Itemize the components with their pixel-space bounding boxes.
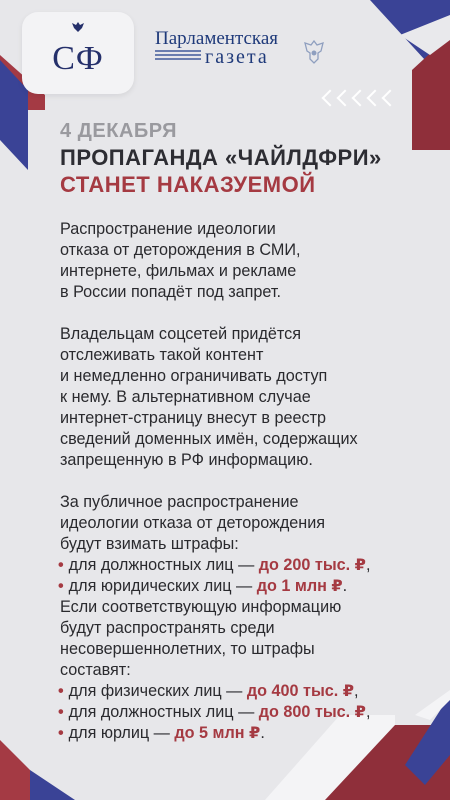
- fine-subject: для юрлиц —: [68, 724, 175, 742]
- date-label: 4 ДЕКАБРЯ: [60, 120, 178, 142]
- text-line: интернет-страницу внесут в реестр: [60, 409, 327, 427]
- fine-punctuation: ,: [365, 703, 371, 721]
- text-line: Распространение идеологии: [60, 220, 276, 238]
- fine-subject: для юридических лиц —: [68, 577, 257, 595]
- fine-punctuation: .: [342, 577, 348, 595]
- fine-punctuation: ,: [365, 556, 371, 574]
- fine-subject: для должностных лиц —: [68, 703, 259, 721]
- bullet-icon: •: [58, 682, 64, 700]
- eagle-icon: [70, 20, 86, 34]
- fine-item: [60, 576, 430, 597]
- text-line: идеологии отказа от деторождения: [60, 514, 326, 532]
- title-line-2: СТАНЕТ НАКАЗУЕМОЙ: [60, 172, 316, 197]
- text-line: в России попадёт под запрет.: [60, 283, 281, 301]
- text-line: Если соответствующую информацию: [60, 598, 342, 616]
- text-line: составят:: [60, 661, 131, 679]
- text-line: Владельцам соцсетей придётся: [60, 325, 301, 343]
- text-line: сведений доменных имён, содержащих: [60, 430, 358, 448]
- text-line: и немедленно ограничивать доступ: [60, 367, 328, 385]
- bullet-icon: •: [58, 577, 64, 595]
- article-header: [60, 118, 382, 198]
- text-line: За публичное распространение: [60, 493, 299, 511]
- text-line: несовершеннолетних, то штрафы: [60, 640, 315, 658]
- text-line: интернете, фильмах и рекламе: [60, 262, 297, 280]
- bullet-icon: •: [58, 556, 64, 574]
- pg-logo-small-print: [155, 50, 201, 62]
- fine-item: [60, 555, 430, 576]
- fine-punctuation: .: [260, 724, 265, 742]
- parlamentskaya-gazeta-logo: [155, 28, 330, 68]
- fine-item: [60, 702, 430, 723]
- fine-punctuation: ,: [354, 682, 359, 700]
- title-line-1: ПРОПАГАНДА «ЧАЙЛДФРИ»: [60, 145, 382, 170]
- text-line: будут распространять среди: [60, 619, 275, 637]
- chevron-decor: [324, 92, 396, 104]
- fine-amount: до 200 тыс. ₽: [258, 556, 366, 574]
- bullet-icon: •: [58, 724, 64, 742]
- sf-logo: [22, 12, 134, 94]
- coat-of-arms-icon: [303, 40, 325, 64]
- text-line: будут взимать штрафы:: [60, 535, 239, 553]
- fine-amount: до 400 тыс. ₽: [246, 682, 355, 700]
- pg-logo-line1: Парламентская: [155, 28, 279, 49]
- text-line: отслеживать такой контент: [60, 346, 264, 364]
- sf-logo-text: СФ: [52, 40, 104, 77]
- article-body: [60, 219, 430, 744]
- chevron-left-icon: [382, 90, 399, 107]
- bullet-icon: •: [58, 703, 64, 721]
- text-line: запрещенную в РФ информацию.: [60, 451, 313, 469]
- fine-amount: до 800 тыс. ₽: [258, 703, 366, 721]
- pg-logo-line2: газета: [205, 46, 269, 68]
- text-line: к нему. В альтернативном случае: [60, 388, 311, 406]
- fine-amount: до 5 млн ₽: [174, 724, 261, 742]
- fine-subject: для должностных лиц —: [68, 556, 259, 574]
- fine-subject: для физических лиц —: [68, 682, 247, 700]
- fine-item: [60, 681, 430, 702]
- fine-item: [60, 723, 430, 744]
- fine-amount: до 1 млн ₽: [256, 577, 343, 595]
- text-line: отказа от деторождения в СМИ,: [60, 241, 301, 259]
